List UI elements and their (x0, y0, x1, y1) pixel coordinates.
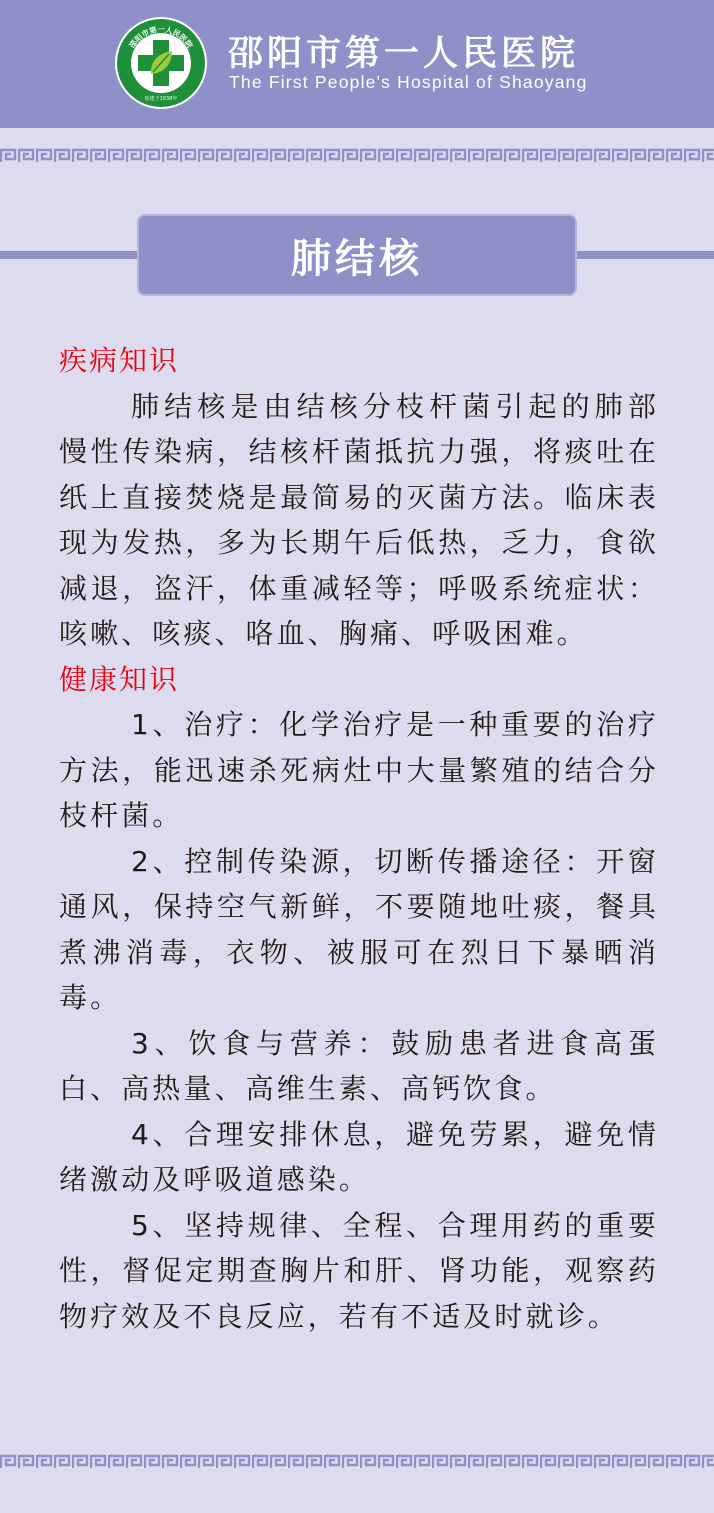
article-content (59, 338, 659, 1339)
paragraph-nutrition: 3、饮食与营养：鼓励患者进食高蛋白、高热量、高维生素、高钙饮食。 (59, 1026, 659, 1105)
paragraph-medication: 5、坚持规律、全程、合理用药的重要性，督促定期查胸片和肝、肾功能，观察药物疗效及不良反应，若有不适及时就诊。 (59, 1208, 659, 1333)
paragraph-infection-control: 2、控制传染源，切断传播途径：开窗通风，保持空气新鲜，不要随地吐痰，餐具煮沸消毒，衣物、被服可在烈日下暴晒消毒。 (59, 844, 659, 1014)
decorative-fret-border-bottom (0, 1454, 714, 1470)
hospital-cross-logo-icon (114, 16, 208, 110)
hospital-name-cn: 邵阳市第一人民医院 (228, 34, 580, 74)
title-banner (139, 216, 575, 294)
header-banner (0, 0, 714, 128)
section-heading-disease: 疾病知识 (59, 344, 180, 377)
hospital-name-en: The First People's Hospital of Shaoyang (229, 72, 588, 92)
page-title: 肺结核 (291, 235, 423, 282)
decorative-fret-border-top (0, 148, 714, 164)
logo-ring-text: 邵阳市第一人民医院 (127, 25, 195, 50)
section-heading-health: 健康知识 (59, 662, 180, 696)
paragraph-disease-knowledge: 肺结核是由结核分枝杆菌引起的肺部慢性传染病，结核杆菌抵抗力强，将痰吐在纸上直接焚烧是最简易的灭菌方法。临床表现为发热，多为长期午后低热，乏力，食欲减退，盗汗，体重减轻等；呼吸系统症状：咳嗽、咳痰、咯血、胸痛、呼吸困难。 (59, 389, 659, 650)
paragraph-rest: 4、合理安排休息，避免劳累，避免情绪激动及呼吸道感染。 (59, 1117, 659, 1196)
logo-bottom-text: 始建于1938年 (144, 96, 178, 102)
paragraph-treatment: 1、治疗：化学治疗是一种重要的治疗方法，能迅速杀死病灶中大量繁殖的结合分枝杆菌。 (59, 708, 659, 832)
